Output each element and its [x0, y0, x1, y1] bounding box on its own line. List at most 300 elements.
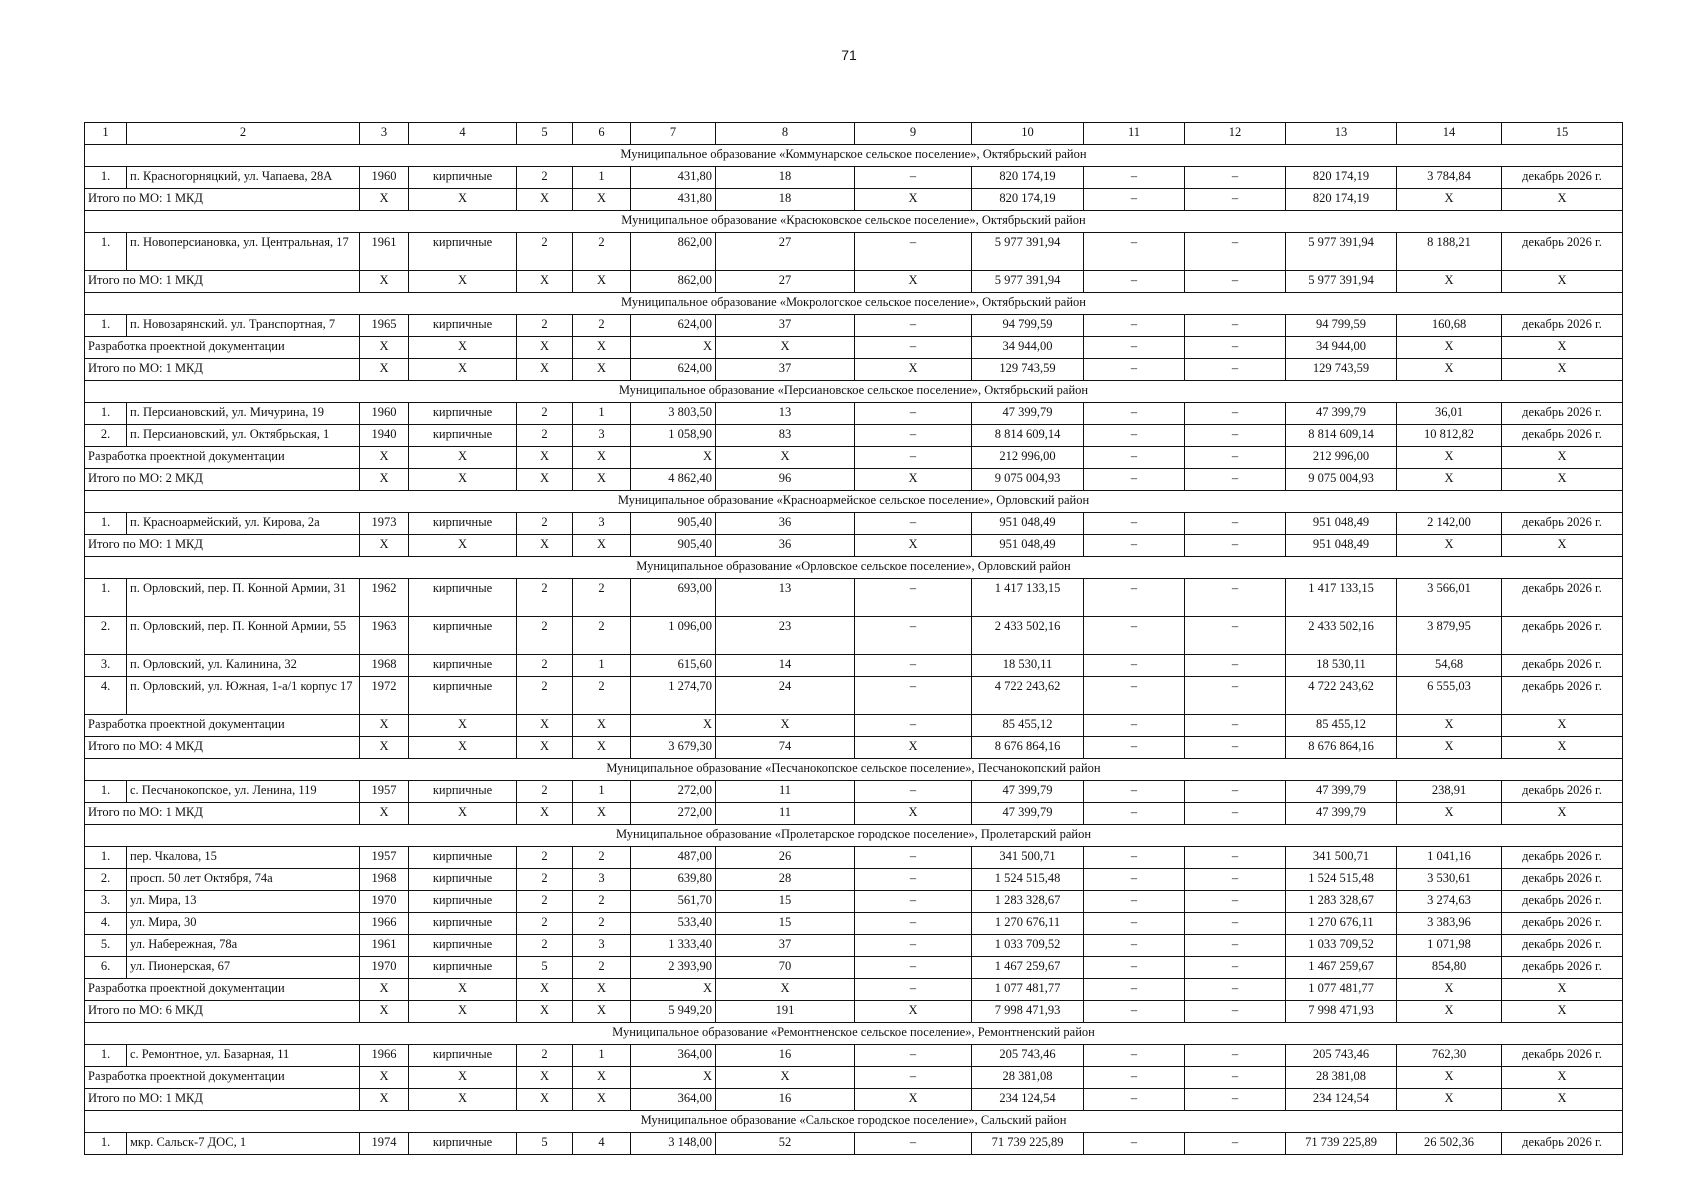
table-cell: –: [1185, 869, 1286, 891]
table-cell: 191: [716, 1001, 855, 1023]
table-cell: кирпичные: [409, 655, 517, 677]
table-cell: 6 555,03: [1397, 677, 1502, 715]
table-cell: 74: [716, 737, 855, 759]
table-cell: 2 142,00: [1397, 513, 1502, 535]
table-cell: кирпичные: [409, 579, 517, 617]
column-number: 13: [1286, 123, 1397, 145]
table-cell: –: [855, 847, 972, 869]
table-cell: X: [360, 535, 409, 557]
table-cell: 3: [573, 513, 631, 535]
table-cell: 2: [573, 233, 631, 271]
column-number: 14: [1397, 123, 1502, 145]
table-cell: X: [855, 359, 972, 381]
section-title: Муниципальное образование «Персиановское сельское поселение», Октябрьский район: [85, 381, 1623, 403]
table-row: [85, 315, 1623, 337]
table-cell: 1 077 481,77: [1286, 979, 1397, 1001]
table-cell: 2: [573, 677, 631, 715]
table-cell: X: [517, 535, 573, 557]
table-cell: 34 944,00: [1286, 337, 1397, 359]
table-cell: 2: [573, 617, 631, 655]
table-cell: 561,70: [631, 891, 716, 913]
table-cell: кирпичные: [409, 869, 517, 891]
table-cell: 1966: [360, 913, 409, 935]
table-cell: мкр. Сальск-7 ДОС, 1: [127, 1133, 360, 1155]
table-cell: X: [1502, 189, 1623, 211]
table-cell: 951 048,49: [1286, 535, 1397, 557]
table-cell: 2: [517, 869, 573, 891]
section-title: Муниципальное образование «Ремонтненское сельское поселение», Ремонтненский район: [85, 1023, 1623, 1045]
table-cell: 1940: [360, 425, 409, 447]
table-cell: 36,01: [1397, 403, 1502, 425]
table-cell: 1 274,70: [631, 677, 716, 715]
table-cell: –: [1185, 1089, 1286, 1111]
table-cell: X: [517, 1001, 573, 1023]
table-cell: –: [1185, 579, 1286, 617]
table-cell: 47 399,79: [1286, 803, 1397, 825]
table-cell: X: [360, 469, 409, 491]
table-cell: –: [855, 677, 972, 715]
table-cell: кирпичные: [409, 1045, 517, 1067]
table-cell: Итого по МО: 1 МКД: [85, 271, 360, 293]
table-cell: 2 433 502,16: [972, 617, 1084, 655]
table-cell: –: [1185, 957, 1286, 979]
table-cell: –: [855, 403, 972, 425]
table-cell: 905,40: [631, 535, 716, 557]
table-cell: 1: [573, 1045, 631, 1067]
table-cell: 3: [573, 935, 631, 957]
table-cell: кирпичные: [409, 913, 517, 935]
table-cell: 1.: [85, 513, 127, 535]
table-cell: 1.: [85, 1045, 127, 1067]
table-cell: –: [1084, 737, 1185, 759]
table-cell: 1.: [85, 1133, 127, 1155]
table-cell: 24: [716, 677, 855, 715]
table-cell: кирпичные: [409, 617, 517, 655]
table-cell: X: [360, 1067, 409, 1089]
table-cell: 2: [517, 781, 573, 803]
table-cell: –: [1185, 655, 1286, 677]
table-cell: 1968: [360, 655, 409, 677]
table-cell: X: [360, 189, 409, 211]
table-cell: 9 075 004,93: [972, 469, 1084, 491]
table-cell: 2 433 502,16: [1286, 617, 1397, 655]
table-cell: п. Орловский, пер. П. Конной Армии, 31: [127, 579, 360, 617]
table-cell: –: [855, 1045, 972, 1067]
table-cell: 2: [517, 403, 573, 425]
table-cell: 2: [517, 167, 573, 189]
table-cell: X: [573, 1001, 631, 1023]
table-cell: 2: [517, 315, 573, 337]
table-cell: кирпичные: [409, 677, 517, 715]
table-cell: X: [517, 803, 573, 825]
table-cell: 3 784,84: [1397, 167, 1502, 189]
table-cell: п. Орловский, ул. Калинина, 32: [127, 655, 360, 677]
table-row: [85, 957, 1623, 979]
table-cell: 1960: [360, 403, 409, 425]
table-cell: 762,30: [1397, 1045, 1502, 1067]
section-title: Муниципальное образование «Песчанокопское сельское поселение», Песчанокопский район: [85, 759, 1623, 781]
table-cell: Итого по МО: 1 МКД: [85, 1089, 360, 1111]
table-cell: 4: [573, 1133, 631, 1155]
table-cell: Разработка проектной документации: [85, 1067, 360, 1089]
table-cell: 2 393,90: [631, 957, 716, 979]
table-cell: 1.: [85, 167, 127, 189]
table-cell: X: [573, 803, 631, 825]
table-cell: X: [409, 803, 517, 825]
table-cell: X: [517, 715, 573, 737]
section-title: Муниципальное образование «Пролетарское городское поселение», Пролетарский район: [85, 825, 1623, 847]
table-cell: 27: [716, 233, 855, 271]
table-cell: X: [855, 189, 972, 211]
table-cell: 1 467 259,67: [1286, 957, 1397, 979]
table-cell: 96: [716, 469, 855, 491]
table-cell: –: [1185, 167, 1286, 189]
table-cell: X: [1502, 1067, 1623, 1089]
table-cell: –: [855, 1133, 972, 1155]
table-cell: 862,00: [631, 233, 716, 271]
table-cell: –: [1084, 167, 1185, 189]
table-cell: 1970: [360, 891, 409, 913]
table-cell: 8 676 864,16: [972, 737, 1084, 759]
table-cell: X: [360, 737, 409, 759]
table-cell: 2: [517, 913, 573, 935]
table-cell: 5: [517, 957, 573, 979]
table-cell: Итого по МО: 2 МКД: [85, 469, 360, 491]
table-cell: 34 944,00: [972, 337, 1084, 359]
table-cell: 1966: [360, 1045, 409, 1067]
table-cell: 2: [573, 913, 631, 935]
table-row: [85, 677, 1623, 715]
table-cell: декабрь 2026 г.: [1502, 869, 1623, 891]
table-cell: X: [1502, 271, 1623, 293]
section-title: Муниципальное образование «Орловское сельское поселение», Орловский район: [85, 557, 1623, 579]
section-header-row: [85, 211, 1623, 233]
table-cell: ул. Мира, 30: [127, 913, 360, 935]
table-cell: 13: [716, 579, 855, 617]
table-cell: 2: [573, 579, 631, 617]
table-cell: п. Новоперсиановка, ул. Центральная, 17: [127, 233, 360, 271]
table-cell: X: [360, 271, 409, 293]
table-cell: 951 048,49: [1286, 513, 1397, 535]
table-cell: Итого по МО: 1 МКД: [85, 535, 360, 557]
design-docs-row: [85, 1067, 1623, 1089]
table-cell: –: [1185, 469, 1286, 491]
table-row: [85, 1133, 1623, 1155]
table-cell: X: [716, 715, 855, 737]
table-cell: 8 814 609,14: [972, 425, 1084, 447]
table-cell: п. Красноармейский, ул. Кирова, 2а: [127, 513, 360, 535]
table-cell: –: [1084, 233, 1185, 271]
table-cell: X: [1397, 469, 1502, 491]
table-cell: ул. Мира, 13: [127, 891, 360, 913]
table-cell: X: [1397, 737, 1502, 759]
table-cell: 1974: [360, 1133, 409, 1155]
table-cell: X: [409, 737, 517, 759]
table-cell: X: [517, 469, 573, 491]
table-row: [85, 513, 1623, 535]
table-cell: 14: [716, 655, 855, 677]
design-docs-row: [85, 979, 1623, 1001]
table-cell: 23: [716, 617, 855, 655]
table-cell: X: [573, 1089, 631, 1111]
table-cell: декабрь 2026 г.: [1502, 513, 1623, 535]
table-cell: X: [855, 271, 972, 293]
table-cell: 5 977 391,94: [1286, 233, 1397, 271]
table-cell: 1 283 328,67: [972, 891, 1084, 913]
table-cell: –: [1084, 957, 1185, 979]
table-cell: декабрь 2026 г.: [1502, 233, 1623, 271]
table-cell: 2.: [85, 617, 127, 655]
table-cell: 10 812,82: [1397, 425, 1502, 447]
subtotal-row: [85, 1001, 1623, 1023]
table-cell: 3 274,63: [1397, 891, 1502, 913]
table-cell: –: [855, 957, 972, 979]
table-cell: 2: [517, 425, 573, 447]
table-cell: 1 417 133,15: [972, 579, 1084, 617]
section-header-row: [85, 1111, 1623, 1133]
table-cell: 820 174,19: [1286, 189, 1397, 211]
table-cell: X: [631, 447, 716, 469]
table-cell: X: [631, 715, 716, 737]
table-cell: 341 500,71: [972, 847, 1084, 869]
table-cell: 1 270 676,11: [972, 913, 1084, 935]
table-cell: X: [360, 803, 409, 825]
table-cell: п. Персиановский, ул. Мичурина, 19: [127, 403, 360, 425]
table-cell: 234 124,54: [1286, 1089, 1397, 1111]
design-docs-row: [85, 447, 1623, 469]
table-cell: декабрь 2026 г.: [1502, 935, 1623, 957]
table-cell: –: [855, 337, 972, 359]
table-cell: –: [1084, 677, 1185, 715]
column-number: 8: [716, 123, 855, 145]
table-cell: 36: [716, 535, 855, 557]
table-cell: 3 383,96: [1397, 913, 1502, 935]
table-cell: 639,80: [631, 869, 716, 891]
table-cell: X: [631, 1067, 716, 1089]
column-number: 3: [360, 123, 409, 145]
table-cell: 18 530,11: [1286, 655, 1397, 677]
table-cell: кирпичные: [409, 935, 517, 957]
table-cell: Итого по МО: 6 МКД: [85, 1001, 360, 1023]
table-cell: 2: [517, 617, 573, 655]
table-cell: –: [1185, 447, 1286, 469]
subtotal-row: [85, 535, 1623, 557]
table-cell: –: [1084, 1089, 1185, 1111]
table-cell: 3 679,30: [631, 737, 716, 759]
table-cell: X: [631, 337, 716, 359]
table-cell: ул. Набережная, 78а: [127, 935, 360, 957]
table-cell: 205 743,46: [1286, 1045, 1397, 1067]
table-cell: 8 188,21: [1397, 233, 1502, 271]
table-cell: 854,80: [1397, 957, 1502, 979]
table-cell: –: [855, 935, 972, 957]
table-cell: кирпичные: [409, 167, 517, 189]
table-cell: 238,91: [1397, 781, 1502, 803]
table-cell: 1: [573, 403, 631, 425]
table-cell: пер. Чкалова, 15: [127, 847, 360, 869]
table-cell: X: [360, 1001, 409, 1023]
table-cell: –: [1084, 447, 1185, 469]
table-cell: –: [1084, 847, 1185, 869]
table-cell: X: [1502, 447, 1623, 469]
table-cell: 13: [716, 403, 855, 425]
table-cell: п. Новозарянский. ул. Транспортная, 7: [127, 315, 360, 337]
table-cell: X: [573, 359, 631, 381]
table-cell: –: [1185, 1045, 1286, 1067]
table-cell: кирпичные: [409, 233, 517, 271]
table-cell: 70: [716, 957, 855, 979]
table-cell: кирпичные: [409, 513, 517, 535]
table-cell: –: [1084, 1133, 1185, 1155]
table-cell: –: [855, 233, 972, 271]
table-cell: –: [1084, 469, 1185, 491]
table-cell: X: [573, 979, 631, 1001]
table-cell: –: [855, 447, 972, 469]
table-cell: 3.: [85, 655, 127, 677]
column-number: 4: [409, 123, 517, 145]
table-cell: X: [1397, 1067, 1502, 1089]
table-cell: X: [517, 189, 573, 211]
table-cell: 1968: [360, 869, 409, 891]
table-cell: X: [1397, 447, 1502, 469]
table-cell: 3 566,01: [1397, 579, 1502, 617]
table-cell: X: [1397, 359, 1502, 381]
table-cell: –: [1185, 425, 1286, 447]
table-cell: 1: [573, 167, 631, 189]
table-cell: –: [1185, 737, 1286, 759]
table-cell: –: [1084, 891, 1185, 913]
table-cell: 94 799,59: [1286, 315, 1397, 337]
table-cell: декабрь 2026 г.: [1502, 655, 1623, 677]
table-cell: 2: [573, 957, 631, 979]
column-number: 5: [517, 123, 573, 145]
table-row: [85, 167, 1623, 189]
section-title: Муниципальное образование «Коммунарское сельское поселение», Октябрьский район: [85, 145, 1623, 167]
table-cell: –: [855, 913, 972, 935]
table-cell: 1.: [85, 315, 127, 337]
table-cell: 2: [517, 1045, 573, 1067]
table-cell: 16: [716, 1045, 855, 1067]
table-cell: –: [855, 869, 972, 891]
table-cell: X: [855, 803, 972, 825]
column-number: 7: [631, 123, 716, 145]
table-cell: Разработка проектной документации: [85, 447, 360, 469]
table-cell: 129 743,59: [972, 359, 1084, 381]
table-cell: 1 417 133,15: [1286, 579, 1397, 617]
table-cell: X: [1502, 1001, 1623, 1023]
table-cell: Итого по МО: 4 МКД: [85, 737, 360, 759]
table-cell: –: [1185, 781, 1286, 803]
section-title: Муниципальное образование «Сальское городское поселение», Сальский район: [85, 1111, 1623, 1133]
section-title: Муниципальное образование «Красюковское сельское поселение», Октябрьский район: [85, 211, 1623, 233]
table-cell: 693,00: [631, 579, 716, 617]
table-cell: 9 075 004,93: [1286, 469, 1397, 491]
table-row: [85, 847, 1623, 869]
column-number: 10: [972, 123, 1084, 145]
table-row: [85, 891, 1623, 913]
table-cell: 364,00: [631, 1089, 716, 1111]
table-row: [85, 913, 1623, 935]
table-cell: X: [716, 337, 855, 359]
table-cell: 47 399,79: [972, 781, 1084, 803]
table-cell: декабрь 2026 г.: [1502, 315, 1623, 337]
table-row: [85, 781, 1623, 803]
table-cell: X: [1397, 803, 1502, 825]
table-cell: 7 998 471,93: [1286, 1001, 1397, 1023]
table-cell: декабрь 2026 г.: [1502, 425, 1623, 447]
table-cell: 2: [573, 891, 631, 913]
table-cell: –: [855, 315, 972, 337]
table-cell: –: [1185, 189, 1286, 211]
table-cell: 1965: [360, 315, 409, 337]
table-cell: 1 041,16: [1397, 847, 1502, 869]
table-cell: 820 174,19: [1286, 167, 1397, 189]
table-cell: X: [409, 715, 517, 737]
table-cell: –: [855, 167, 972, 189]
section-header-row: [85, 1023, 1623, 1045]
table-cell: X: [573, 189, 631, 211]
section-header-row: [85, 557, 1623, 579]
table-cell: X: [1397, 271, 1502, 293]
table-cell: –: [855, 513, 972, 535]
table-cell: 341 500,71: [1286, 847, 1397, 869]
table-cell: 4 722 243,62: [972, 677, 1084, 715]
table-cell: –: [1084, 617, 1185, 655]
subtotal-row: [85, 469, 1623, 491]
table-cell: 3 879,95: [1397, 617, 1502, 655]
table-cell: 11: [716, 781, 855, 803]
table-cell: декабрь 2026 г.: [1502, 913, 1623, 935]
table-cell: 26: [716, 847, 855, 869]
table-cell: –: [1185, 677, 1286, 715]
table-row: [85, 425, 1623, 447]
table-cell: X: [517, 737, 573, 759]
table-cell: Итого по МО: 1 МКД: [85, 359, 360, 381]
table-cell: 15: [716, 891, 855, 913]
table-cell: 37: [716, 935, 855, 957]
table-cell: 431,80: [631, 167, 716, 189]
table-cell: –: [1084, 655, 1185, 677]
table-row: [85, 935, 1623, 957]
subtotal-row: [85, 189, 1623, 211]
table-cell: X: [1502, 337, 1623, 359]
table-cell: X: [409, 1089, 517, 1111]
table-cell: 905,40: [631, 513, 716, 535]
table-cell: 47 399,79: [1286, 403, 1397, 425]
table-cell: X: [573, 337, 631, 359]
table-cell: 3 803,50: [631, 403, 716, 425]
table-cell: 54,68: [1397, 655, 1502, 677]
table-cell: X: [1502, 737, 1623, 759]
table-cell: 47 399,79: [1286, 781, 1397, 803]
table-cell: 624,00: [631, 315, 716, 337]
table-cell: –: [855, 655, 972, 677]
table-cell: –: [1185, 979, 1286, 1001]
table-cell: п. Орловский, пер. П. Конной Армии, 55: [127, 617, 360, 655]
table-cell: кирпичные: [409, 403, 517, 425]
table-cell: X: [409, 469, 517, 491]
table-cell: –: [1084, 803, 1185, 825]
table-cell: –: [1185, 715, 1286, 737]
table-cell: X: [409, 1001, 517, 1023]
table-cell: –: [1084, 315, 1185, 337]
table-cell: –: [1084, 935, 1185, 957]
table-cell: 8 676 864,16: [1286, 737, 1397, 759]
table-cell: 3: [573, 425, 631, 447]
table-cell: 71 739 225,89: [972, 1133, 1084, 1155]
table-cell: 11: [716, 803, 855, 825]
table-cell: 18 530,11: [972, 655, 1084, 677]
